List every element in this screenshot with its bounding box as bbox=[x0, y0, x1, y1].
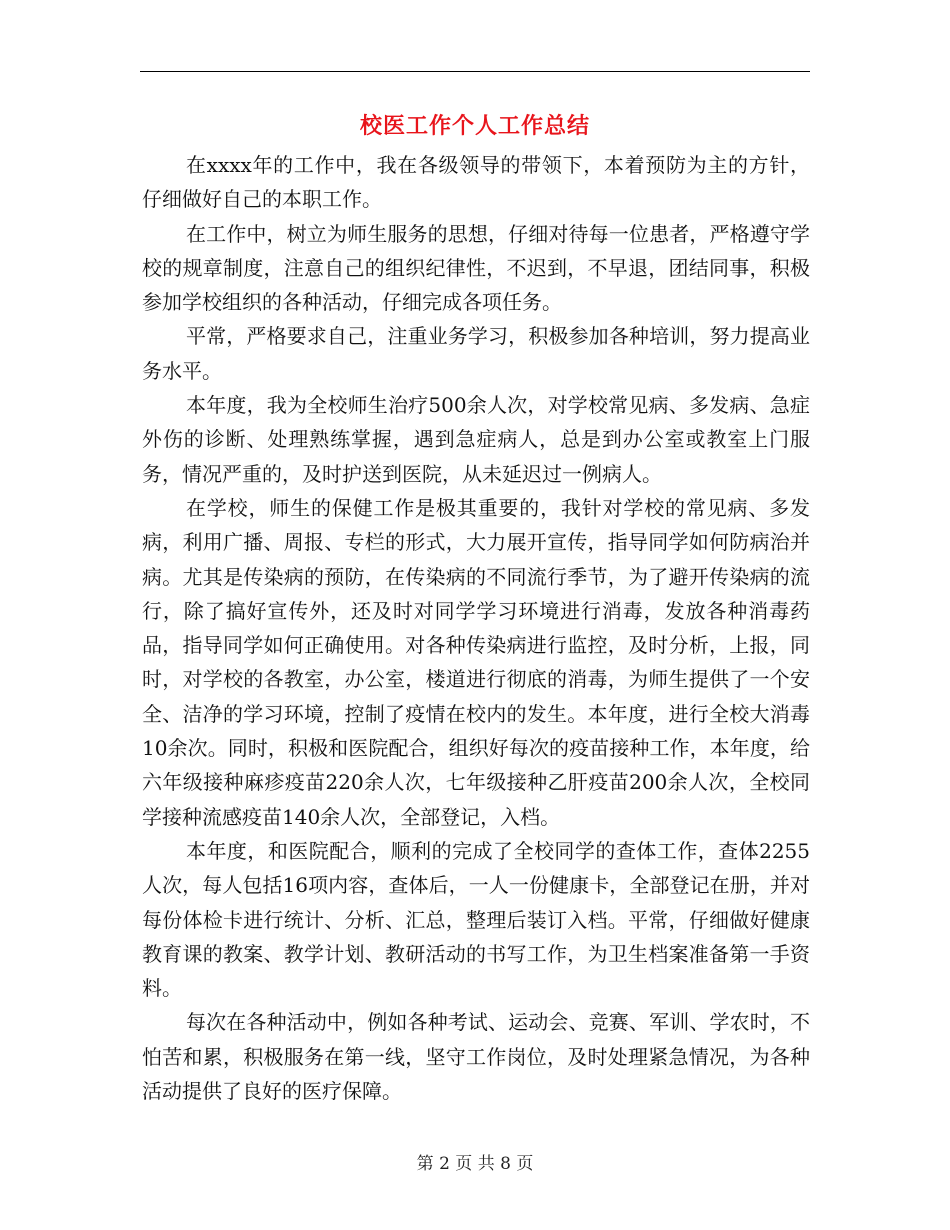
paragraph-4: 本年度，我为全校师生治疗500余人次，对学校常见病、多发病、急症外伤的诊断、处理熟练掌握，遇到急症病人，总是到办公室或教室上门服务，情况严重的，及时护送到医院，从未延迟过一例病人。 bbox=[142, 393, 810, 486]
paragraph-5: 在学校，师生的保健工作是极其重要的，我针对学校的常见病、多发病，利用广播、周报、专栏的形式，大力展开宣传，指导同学如何防病治并病。尤其是传染病的预防，在传染病的不同流行季节，为了避开传染病的流行，除了搞好宣传外，还及时对同学学习环境进行消毒，发放各种消毒药品，指导同学如何正确使用。对各种传染病进行监控，及时分析，上报，同时，对学校的各教室，办公室，楼道进行彻底的消毒，为师生提供了一个安全、洁净的学习环境，控制了疫情在校内的发生。本年度，进行全校大消毒10余次。同时，积极和医院配合，组织好每次的疫苗接种工作，本年度，给六年级接种麻疹疫苗220余人次，七年级接种乙肝疫苗200余人次，全校同学接种流感疫苗140余人次，全部登记，入档。 bbox=[142, 495, 810, 829]
paragraph-7: 每次在各种活动中，例如各种考试、运动会、竞赛、军训、学农时，不怕苦和累，积极服务在第一线，坚守工作岗位，及时处理紧急情况，为各种活动提供了良好的医疗保障。 bbox=[142, 1010, 810, 1104]
page-footer bbox=[0, 1150, 950, 1178]
paragraph-3: 平常，严格要求自己，注重业务学习，积极参加各种培训，努力提高业务水平。 bbox=[142, 324, 810, 383]
paragraph-2: 在工作中，树立为师生服务的思想，仔细对待每一位患者，严格遵守学校的规章制度，注意自己的组织纪律性，不迟到，不早退，团结同事，积极参加学校组织的各种活动，仔细完成各项任务。 bbox=[142, 221, 810, 315]
document-title: 校医工作个人工作总结 bbox=[359, 113, 590, 139]
document-body bbox=[142, 148, 810, 1108]
paragraph-1: 在xxxx年的工作中，我在各级领导的带领下，本着预防为主的方针，仔细做好自己的本职工作。 bbox=[142, 153, 810, 212]
paragraph-6: 本年度，和医院配合，顺利的完成了全校同学的查体工作，查体2255人次，每人包括16项内容，查体后，一人一份健康卡，全部登记在册，并对每份体检卡进行统计、分析、汇总，整理后装订入档。平常，仔细做好健康教育课的教案、教学计划、教研活动的书写工作，为卫生档案准备第一手资料。 bbox=[142, 838, 810, 1001]
header-rule bbox=[140, 71, 810, 72]
page-number-label: 第 2 页 共 8 页 bbox=[416, 1154, 534, 1174]
